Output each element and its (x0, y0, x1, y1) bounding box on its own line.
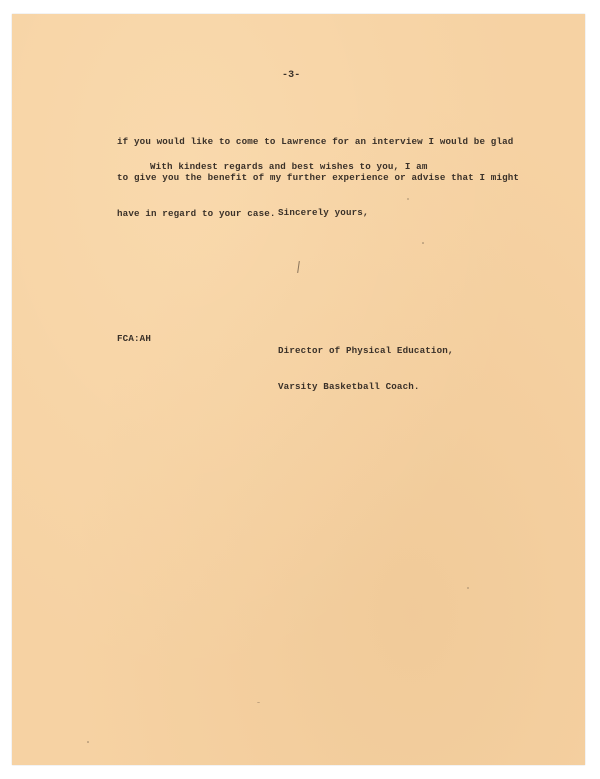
closing-line: With kindest regards and best wishes to you, I am (150, 161, 428, 172)
paper-speck (257, 702, 260, 703)
signature-block (278, 321, 454, 417)
letter-page (12, 14, 585, 765)
signature-title-line: Director of Physical Education, (278, 345, 454, 356)
reference-initials: FCA:AH (117, 333, 151, 344)
body-paragraph (117, 112, 519, 244)
paper-speck (422, 242, 424, 244)
signature-title-line: Varsity Basketball Coach. (278, 381, 420, 392)
page-number: -3- (282, 70, 301, 81)
paper-speck (407, 198, 409, 200)
paper-speck (87, 741, 89, 743)
paragraph-line: have in regard to your case. (117, 208, 276, 219)
complimentary-close: Sincerely yours, (278, 207, 369, 218)
paragraph-line: if you would like to come to Lawrence for an interview I would be glad (117, 136, 514, 147)
paragraph-line: to give you the benefit of my further experience or advise that I might (117, 172, 520, 183)
paper-speck (467, 587, 469, 589)
ink-mark (297, 261, 300, 273)
